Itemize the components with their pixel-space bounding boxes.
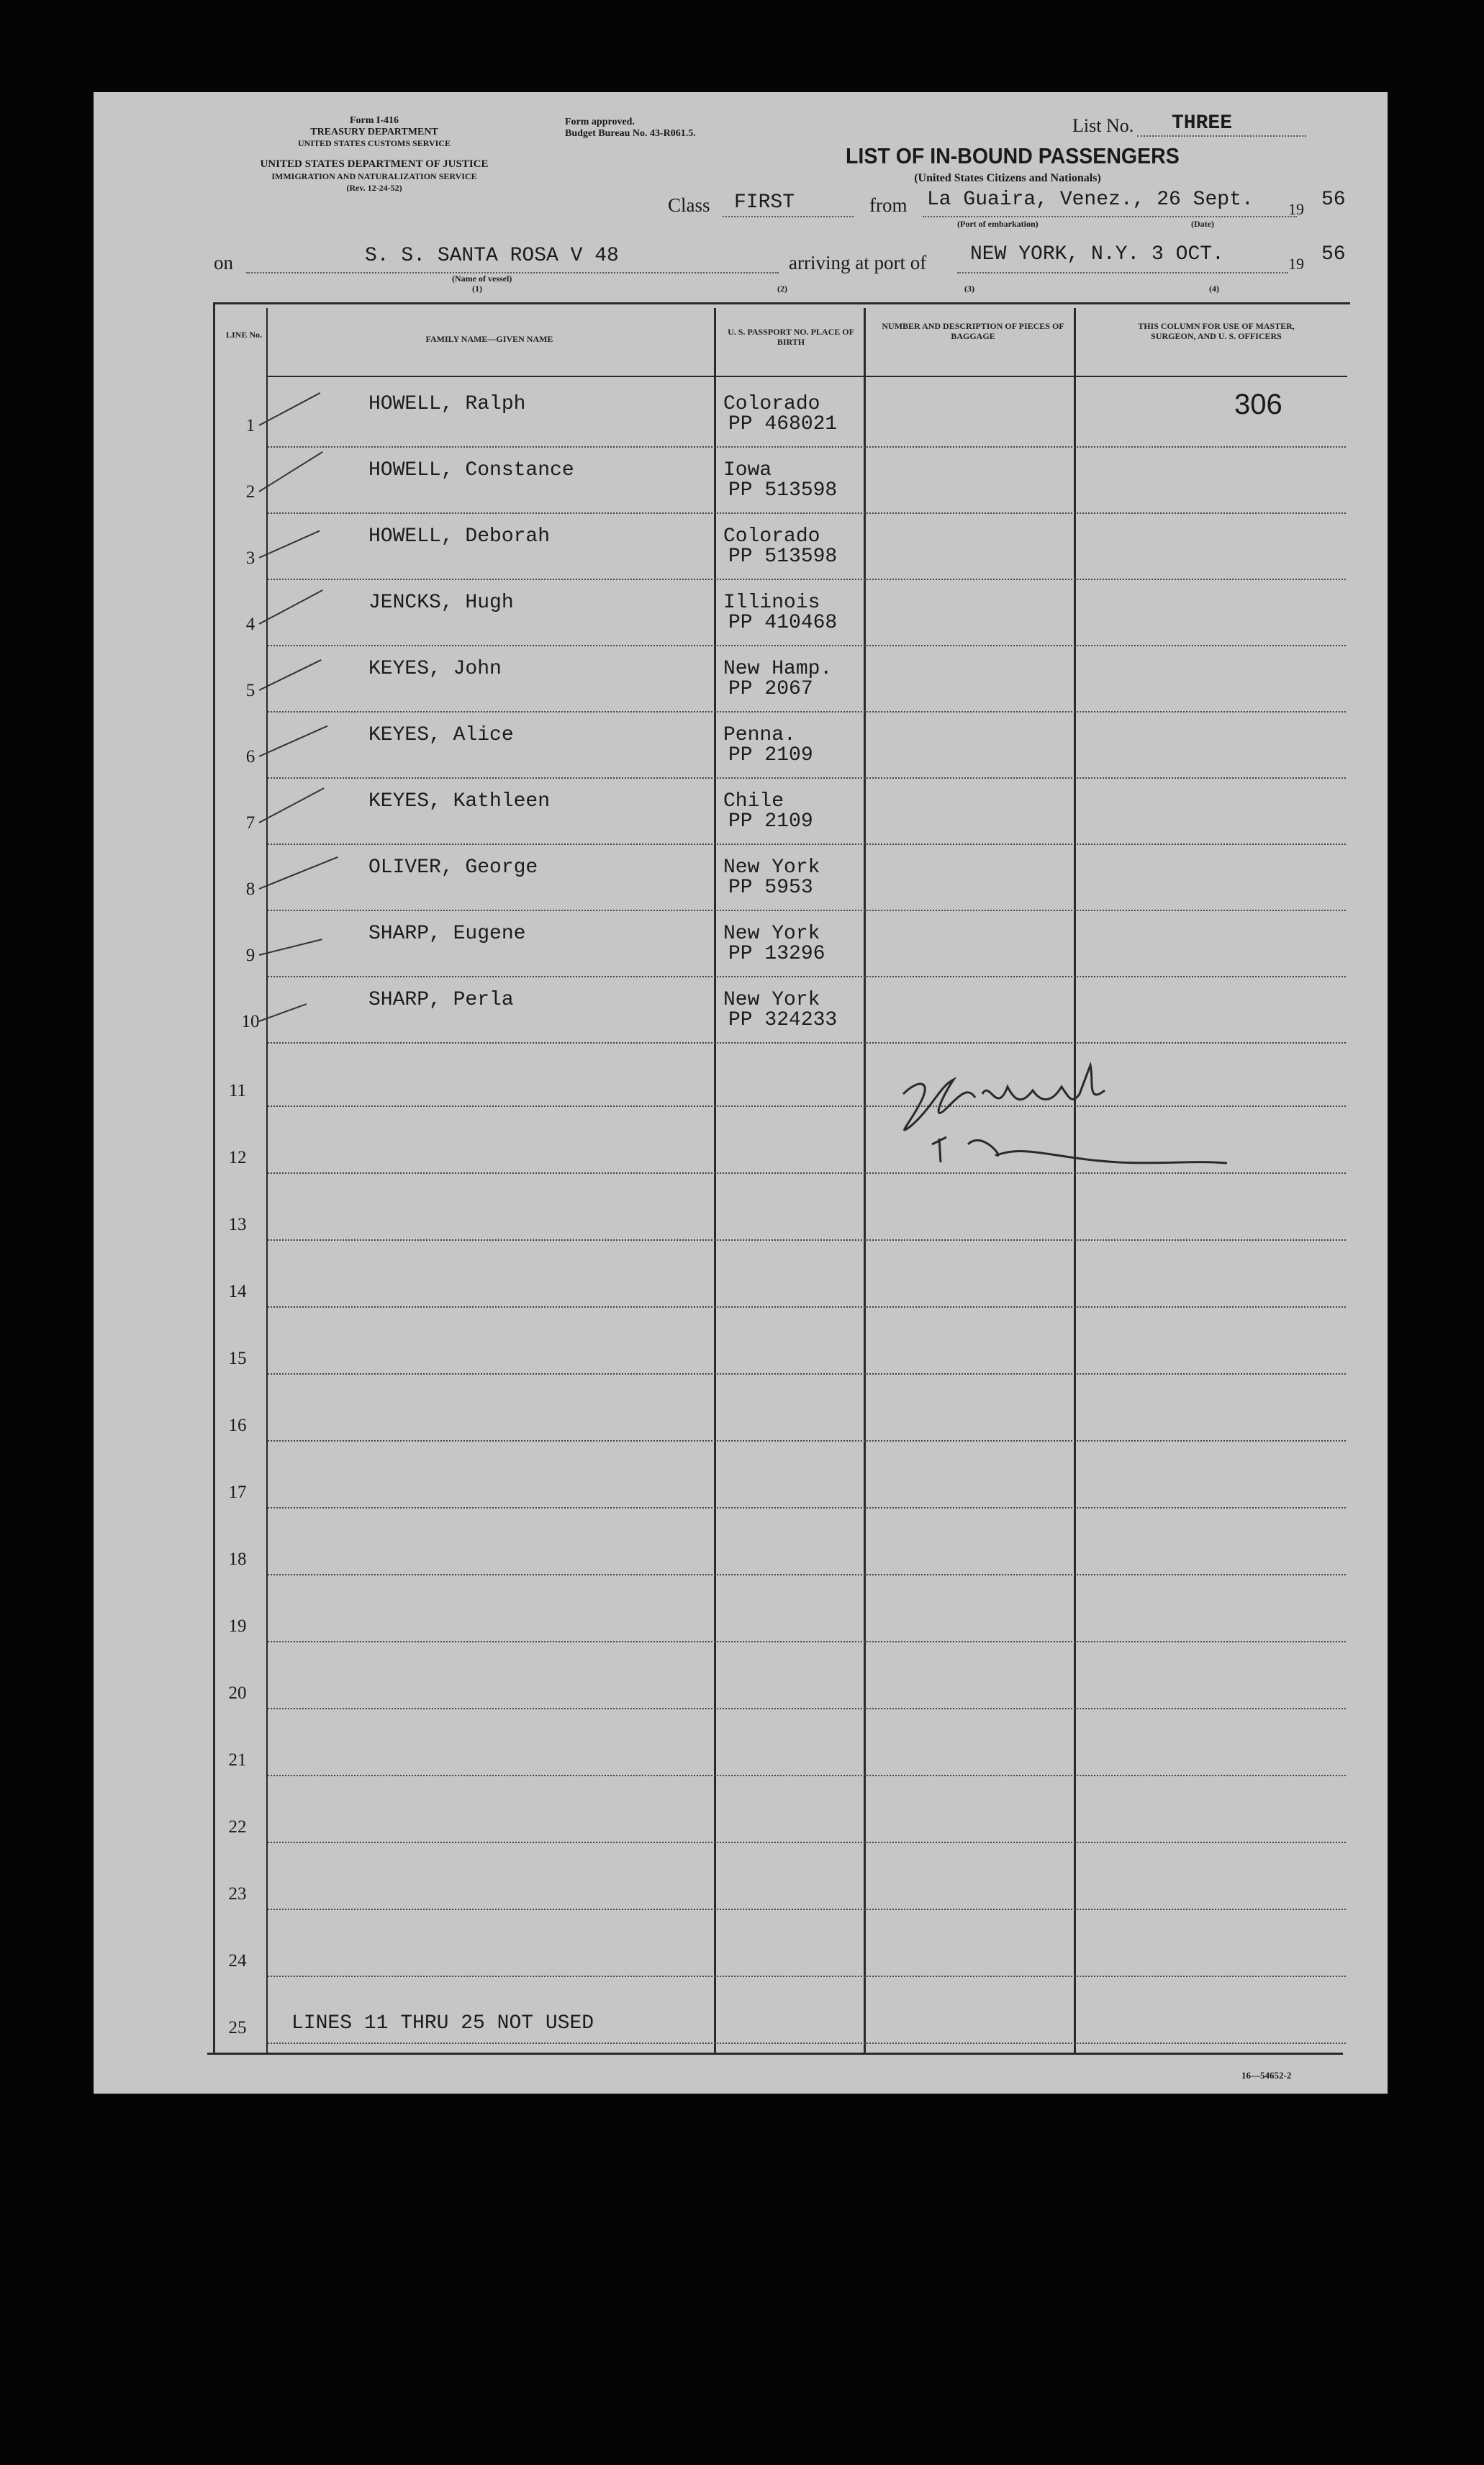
passport-number: PP 2109	[728, 744, 813, 766]
passport-number: PP 324233	[728, 1009, 838, 1031]
passport-number: PP 13296	[728, 943, 825, 965]
row-number: 11	[228, 1081, 247, 1100]
row-number: 7	[245, 813, 255, 833]
row-rule	[268, 777, 1346, 779]
row-rule	[268, 1909, 1346, 1910]
row-number: 14	[228, 1282, 247, 1301]
passenger-name: KEYES, Kathleen	[368, 790, 551, 813]
table-bottom-rule	[207, 2053, 1343, 2055]
table-left-border	[213, 302, 215, 2053]
place-of-birth: Colorado	[723, 525, 820, 548]
place-of-birth: Iowa	[723, 459, 772, 481]
row-rule	[268, 1775, 1346, 1776]
row-number: 13	[228, 1215, 247, 1234]
arrival-value: NEW YORK, N.Y. 3 OCT.	[970, 243, 1224, 266]
ins-service: IMMIGRATION AND NATURALIZATION SERVICE	[271, 171, 477, 181]
passport-number: PP 2067	[728, 678, 813, 700]
date-caption: (Date)	[1191, 219, 1214, 229]
passenger-name: JENCKS, Hugh	[368, 592, 514, 614]
row-rule	[268, 1507, 1346, 1509]
row-number: 25	[228, 2018, 247, 2037]
row-number: 23	[228, 1884, 247, 1904]
from-value: La Guaira, Venez., 26 Sept.	[927, 189, 1254, 211]
caption-2: (2)	[777, 284, 787, 294]
row-number: 24	[228, 1951, 247, 1971]
arrival-year-prefix: 19	[1288, 255, 1304, 273]
row-number: 20	[228, 1683, 247, 1703]
from-label: from	[869, 194, 908, 216]
passport-number: PP 2109	[728, 810, 813, 833]
col-header-name: FAMILY NAME—GIVEN NAME	[425, 334, 553, 344]
caption-1: (1)	[472, 284, 482, 294]
row-rule	[268, 579, 1346, 580]
passport-number: PP 410468	[728, 612, 838, 634]
treasury-dept: TREASURY DEPARTMENT	[310, 127, 438, 137]
passenger-name: HOWELL, Ralph	[368, 393, 526, 415]
passport-number: PP 513598	[728, 546, 838, 568]
row-rule	[268, 1641, 1346, 1642]
footer-code: 16—54652-2	[1241, 2070, 1292, 2081]
row-number: 3	[245, 548, 255, 568]
budget-bureau: Budget Bureau No. 43-R061.5.	[565, 128, 696, 139]
row-rule	[268, 512, 1346, 514]
place-of-birth: Illinois	[723, 592, 820, 614]
row-rule	[268, 1842, 1346, 1843]
form-subtitle: (United States Citizens and Nationals)	[914, 172, 1101, 184]
revision: (Rev. 12-24-52)	[346, 183, 402, 193]
official-note: 306	[1234, 389, 1282, 420]
justice-dept: UNITED STATES DEPARTMENT OF JUSTICE	[260, 158, 489, 170]
row-number: 1	[245, 416, 255, 435]
col-divider-line-no	[266, 308, 268, 2053]
class-value: FIRST	[734, 191, 795, 214]
row-number: 18	[228, 1550, 247, 1569]
year-prefix: 19	[1288, 200, 1304, 218]
row-number: 8	[245, 879, 255, 899]
row-number: 4	[245, 615, 255, 634]
customs-service: UNITED STATES CUSTOMS SERVICE	[298, 138, 451, 148]
header-bottom-rule	[268, 376, 1347, 377]
row-number: 21	[228, 1750, 247, 1770]
col-header-baggage: NUMBER AND DESCRIPTION OF PIECES OF BAGGAGE	[882, 321, 1064, 341]
place-of-birth: Colorado	[723, 393, 820, 415]
form-title: LIST OF IN-BOUND PASSENGERS	[846, 143, 1180, 168]
form-number: Form I-416	[349, 115, 399, 126]
col-divider-baggage	[1074, 308, 1076, 2053]
vessel-caption: (Name of vessel)	[452, 273, 512, 284]
caption-3: (3)	[964, 284, 974, 294]
row-rule	[268, 910, 1346, 911]
caption-4: (4)	[1209, 284, 1219, 294]
row-rule	[268, 1708, 1346, 1709]
from-dots	[923, 216, 1297, 217]
form-approved: Form approved.	[565, 117, 635, 127]
passenger-name: HOWELL, Constance	[368, 459, 574, 481]
place-of-birth: New York	[723, 856, 820, 879]
row-rule	[268, 843, 1346, 845]
place-of-birth: Chile	[723, 790, 784, 813]
arrival-dots	[957, 272, 1288, 273]
row-number: 10	[241, 1012, 260, 1031]
col-header-line-no: LINE No.	[225, 330, 262, 340]
place-of-birth: New York	[723, 923, 820, 945]
class-label: Class	[668, 194, 710, 216]
row-number: 2	[245, 482, 255, 502]
passenger-name: KEYES, John	[368, 658, 502, 680]
row-rule	[268, 1239, 1346, 1241]
passenger-name: HOWELL, Deborah	[368, 525, 551, 548]
place-of-birth: New Hamp.	[723, 658, 833, 680]
on-label: on	[214, 252, 233, 273]
row-number: 12	[228, 1148, 247, 1167]
row-rule	[268, 2043, 1346, 2044]
passenger-name: SHARP, Eugene	[368, 923, 526, 945]
arrival-year-value: 56	[1321, 243, 1346, 266]
row-rule	[268, 645, 1346, 646]
col-header-officers: THIS COLUMN FOR USE OF MASTER, SURGEON, AND U. S. OFFICERS	[1138, 321, 1295, 341]
row-rule	[268, 1306, 1346, 1308]
year-value: 56	[1321, 189, 1346, 211]
passenger-name: OLIVER, George	[368, 856, 538, 879]
col-header-passport: U. S. PASSPORT NO. PLACE OF BIRTH	[728, 327, 854, 347]
row-rule	[268, 1373, 1346, 1375]
passenger-name: KEYES, Alice	[368, 724, 514, 746]
row-rule	[268, 1574, 1346, 1575]
row-rule	[268, 976, 1346, 977]
list-no-value: THREE	[1172, 112, 1233, 135]
col-divider-passport	[864, 308, 866, 2053]
passenger-name: SHARP, Perla	[368, 989, 514, 1011]
passport-number: PP 468021	[728, 413, 838, 435]
port-embark-caption: (Port of embarkation)	[957, 219, 1039, 229]
not-used-note: LINES 11 THRU 25 NOT USED	[291, 2012, 594, 2035]
place-of-birth: Penna.	[723, 724, 796, 746]
row-rule	[268, 711, 1346, 713]
place-of-birth: New York	[723, 989, 820, 1011]
arriving-label: arriving at port of	[789, 252, 927, 273]
row-number: 17	[228, 1483, 247, 1502]
row-number: 5	[245, 681, 255, 700]
row-rule	[268, 1976, 1346, 1977]
vessel-value: S. S. SANTA ROSA V 48	[365, 245, 619, 267]
row-number: 15	[228, 1349, 247, 1368]
row-number: 6	[245, 747, 255, 766]
row-number: 9	[245, 946, 255, 965]
row-number: 16	[228, 1416, 247, 1435]
row-rule	[268, 1440, 1346, 1442]
row-number: 19	[228, 1616, 247, 1636]
table-top-rule	[214, 302, 1350, 304]
passport-number: PP 5953	[728, 877, 813, 899]
list-no-label: List No.	[1072, 115, 1134, 136]
list-no-dots	[1137, 135, 1306, 137]
row-rule	[268, 446, 1346, 448]
passport-number: PP 513598	[728, 479, 838, 502]
col-divider-name	[714, 308, 716, 2053]
class-dots	[723, 216, 854, 217]
vessel-dots	[246, 272, 779, 273]
row-number: 22	[228, 1817, 247, 1837]
officer-signature	[889, 1036, 1292, 1180]
